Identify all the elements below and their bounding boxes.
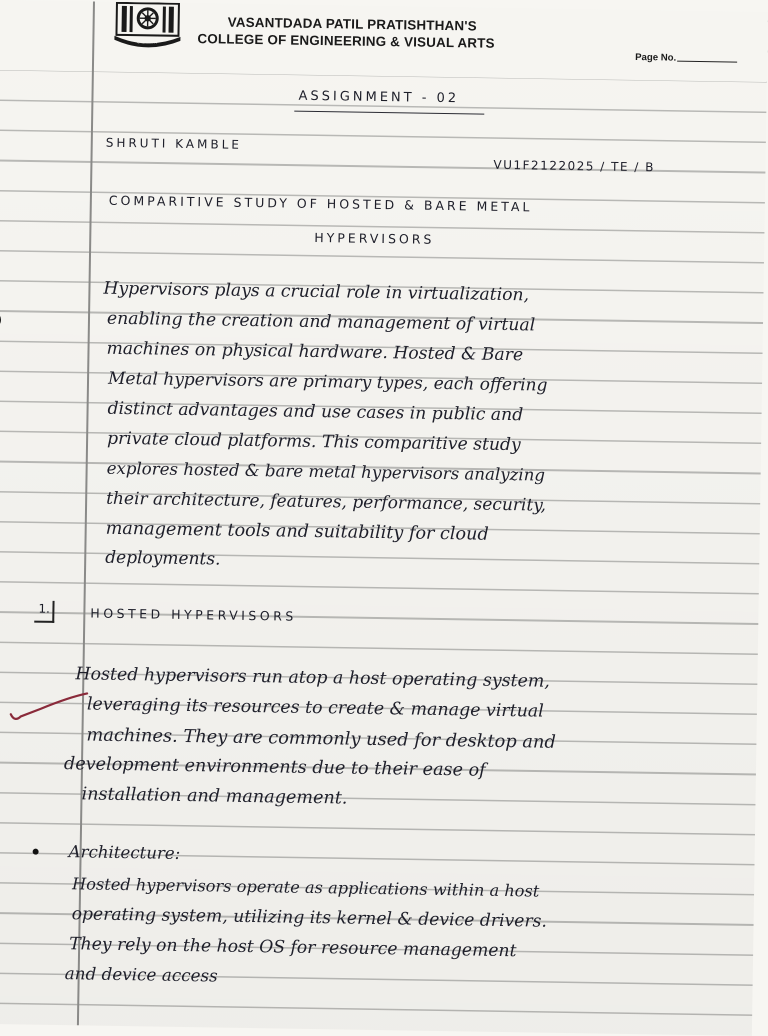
topic-line-2: HYPERVISORS <box>314 230 434 247</box>
architecture-line: They rely on the host OS for resource management <box>69 934 517 961</box>
intro-line: management tools and suitability for cloud <box>106 519 489 545</box>
logo-text: CREATIVITY <box>137 40 158 44</box>
assignment-title-underline <box>294 111 484 115</box>
architecture-line: and device access <box>65 963 218 985</box>
intro-line: Hypervisors plays a crucial role in virtualization, <box>103 279 529 306</box>
section-line: installation and management. <box>81 784 347 808</box>
college-logo <box>112 2 183 51</box>
intro-line: machines on physical hardware. Hosted & Bare <box>106 339 523 366</box>
page-number-label: Page No. <box>635 52 676 64</box>
punch-hole <box>0 313 1 327</box>
intro-line: explores hosted & bare metal hypervisors analyzing <box>107 459 546 485</box>
section-line: development environments due to their ease of <box>64 754 486 781</box>
architecture-line: Hosted hypervisors operate as applications within a host <box>72 874 539 900</box>
section-number-text: 1. <box>38 602 50 616</box>
college-name-line2: COLLEGE OF ENGINEERING & VISUAL ARTS <box>197 30 495 52</box>
page-number-field <box>635 52 737 65</box>
college-name-line1: VASANTDADA PATIL PRATISHTHAN'S <box>198 13 496 35</box>
pen-tick-mark <box>9 690 90 725</box>
intro-line: deployments. <box>105 548 221 570</box>
page-number-blank <box>677 61 737 63</box>
architecture-heading: Architecture: <box>68 842 180 863</box>
intro-line: their architecture, features, performance, security, <box>106 489 546 516</box>
intro-line: private cloud platforms. This comparitive study <box>107 429 521 455</box>
architecture-bullet <box>33 849 39 855</box>
assignment-title: ASSIGNMENT - 02 <box>298 89 459 107</box>
section-line: Hosted hypervisors run atop a host operating system, <box>75 664 550 691</box>
section-line: leveraging its resources to create & manage virtual <box>87 694 544 721</box>
college-name <box>197 13 495 52</box>
section-number <box>34 601 54 623</box>
intro-line: Metal hypervisors are primary types, each offering <box>108 369 548 396</box>
student-name: SHRUTI KAMBLE <box>106 136 242 152</box>
architecture-line: operating system, utilizing its kernel & device drivers. <box>71 904 547 931</box>
intro-line: enabling the creation and management of virtual <box>107 309 535 336</box>
intro-line: distinct advantages and use cases in public and <box>107 399 523 426</box>
topic-line-1: COMPARITIVE STUDY OF HOSTED & BARE METAL <box>109 193 533 215</box>
section-heading: HOSTED HYPERVISORS <box>90 605 297 623</box>
section-line: machines. They are commonly used for desktop and <box>86 724 556 752</box>
student-roll: VU1F2122025 / TE / B <box>493 158 655 175</box>
margin-line <box>77 1 95 1025</box>
